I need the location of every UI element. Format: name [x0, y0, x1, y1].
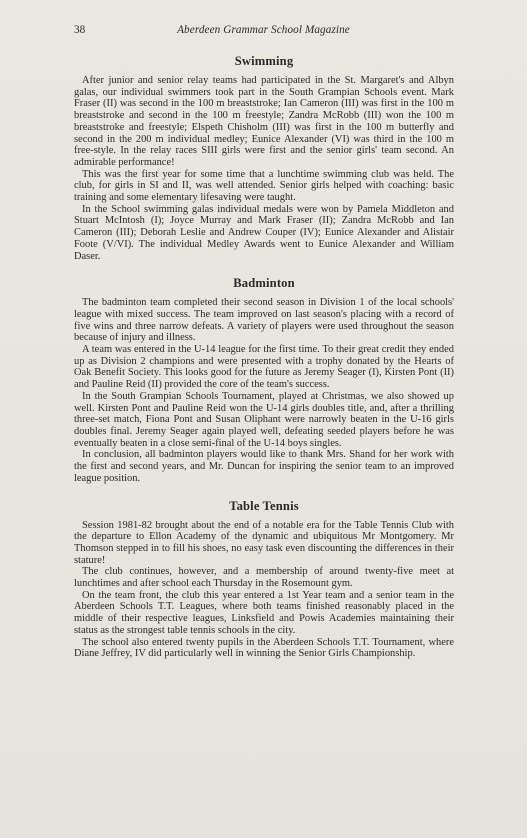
page-content — [74, 54, 454, 660]
section-heading: Table Tennis — [229, 498, 299, 513]
paragraph: The badminton team completed their second season in Division 1 of the local schools' league with mixed success. The team improved on last season's placing with a record of five wins and three narrow defeats. A variety of players were used throughout the season because of injury and illness. — [74, 297, 454, 344]
magazine-title: Aberdeen Grammar School Magazine — [177, 24, 350, 36]
section-heading: Badminton — [233, 276, 295, 291]
paragraph: Session 1981-82 brought about the end of a notable era for the Table Tennis Club with the departure to Ellon Academy of the dynamic and ubiquitous Mr Montgomery. Mr Thomson stepped in to fill his shoes, no easy task even discounting the differences in their stature! — [74, 519, 454, 566]
page-header — [74, 24, 453, 40]
paragraph: The school also entered twenty pupils in the Aberdeen Schools T.T. Tournament, where Diane Jeffrey, IV did particularly well in winning the Senior Girls Championship. — [74, 636, 454, 660]
paragraph: In the South Grampian Schools Tournament, played at Christmas, we also showed up well. Kirsten Pont and Pauline Reid won the U-14 girls doubles title, and, after a thrilling three-set match, Fiona Pont and Susan Oliphant were narrowly beaten in the U-16 girls doubles final. Jeremy Seager again played well, defeating seeded players before he was eventually beaten in a close semi-final of the U-14 boys singles. — [74, 390, 454, 449]
paragraph: In the School swimming galas individual medals were won by Pamela Middleton and Stuart McIntosh (I); Joyce Murray and Mark Fraser (II); Zandra McRobb and Ian Cameron (III); Deborah Leslie and Andrew Couper (IV); Eunice Alexander and Alistair Foote (V/VI). The individual Medley Awards went to Eunice Alexander and William Daser. — [74, 203, 454, 262]
paragraph: A team was entered in the U-14 league for the first time. To their great credit they ended up as Division 2 champions and were presented with a trophy donated by the Hearts of Oak Benefit Society. This looks good for the future as Jeremy Seager (I), Kirsten Pont (II) and Pauline Reid (II) provided the core of the team's success. — [74, 344, 454, 391]
section-table-tennis — [74, 499, 454, 660]
section-badminton — [74, 276, 454, 484]
paragraph: On the team front, the club this year entered a 1st Year team and a senior team in the Aberdeen Schools T.T. Leagues, where both teams finished reasonably placed in the middle of their respective leagues, Linksfield and Powis Academies maintaining their status as the strongest table tennis schools in the city. — [74, 589, 454, 636]
page-number: 38 — [74, 24, 86, 36]
paragraph: In conclusion, all badminton players would like to thank Mrs. Shand for her work with the first and second years, and Mr. Duncan for inspiring the senior team to an improved league position. — [74, 449, 454, 484]
section-heading: Swimming — [234, 54, 294, 68]
section-swimming — [74, 54, 454, 262]
paragraph: After junior and senior relay teams had participated in the St. Margaret's and Albyn galas, our individual swimmers took part in the South Grampian Schools event. Mark Fraser (II) was second in the 100 m breaststroke; Ian Cameron (III) was first in the 100 m breaststroke and second in the 100 m freestyle; Zandra McRobb (III) won the 100 m breaststroke and freestyle; Elspeth Chisholm (III) was first in the 100 m butterfly and second in the 200 m individual medley; Eunice Alexander (VI) was third in the 100 m free-style. In the relay races SIII girls were first and the senior girls' team second. An admirable performance! — [74, 75, 454, 168]
paragraph: The club continues, however, and a membership of around twenty-five meet at lunchtimes and after school each Thursday in the Rosemount gym. — [74, 566, 454, 590]
paragraph: This was the first year for some time that a lunchtime swimming club was held. The club, for girls in SI and II, was well attended. Senior girls helped with coaching: basic training and some elementary lifesaving were taught. — [74, 168, 454, 204]
